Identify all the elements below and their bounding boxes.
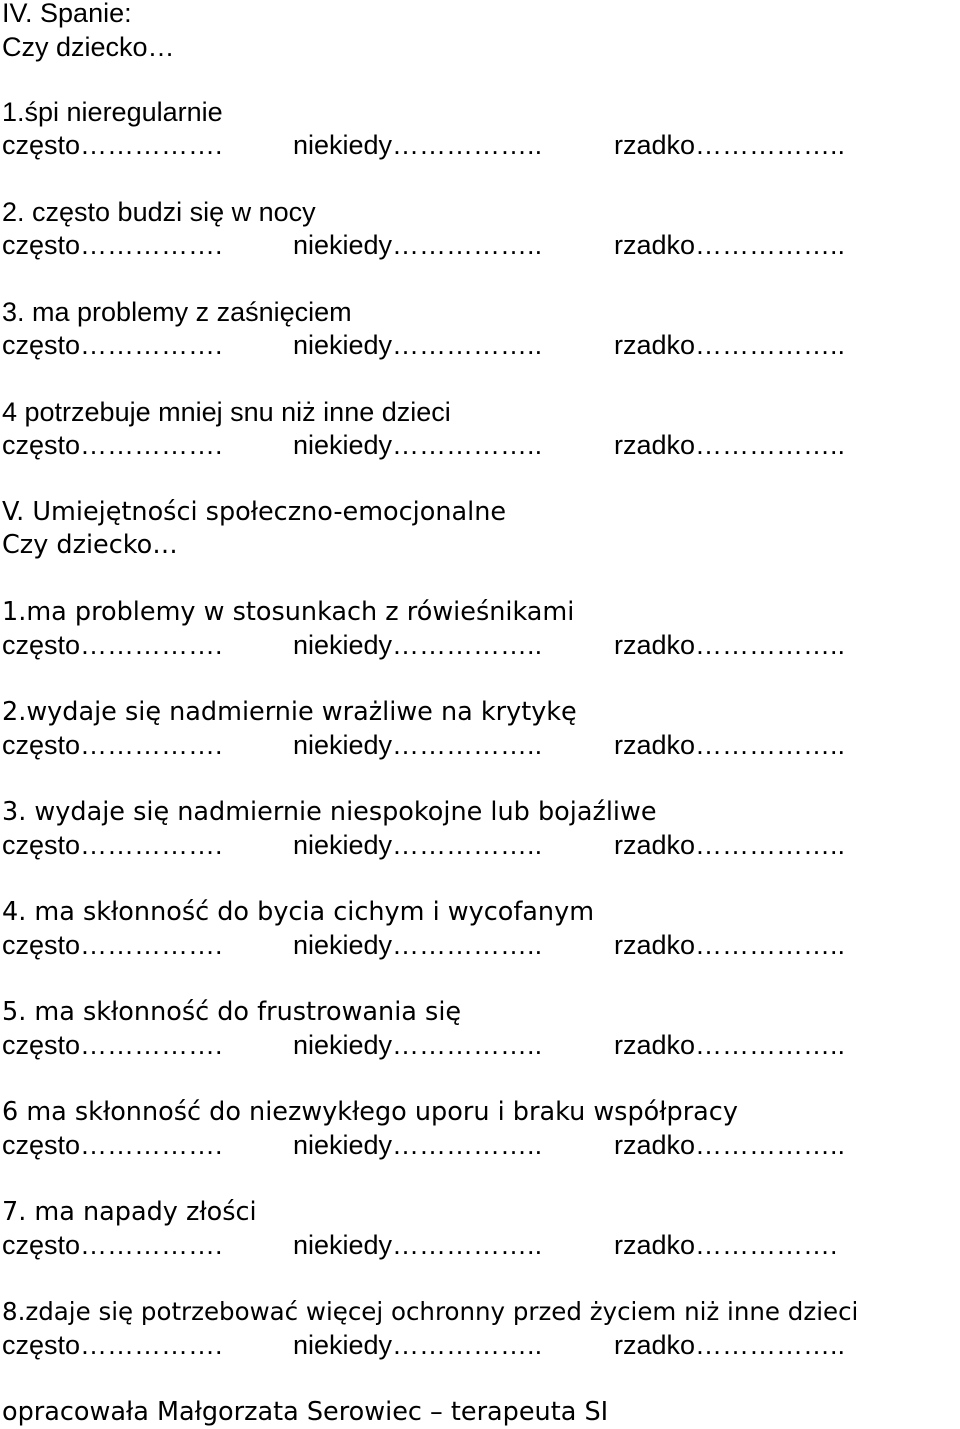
answer-often: często……………. (2, 630, 223, 660)
answer-sometimes: niekiedy…………….. (293, 130, 543, 160)
question-text: 8.zdaje się potrzebować więcej ochronny przed życiem niż inne dzieci (2, 1297, 859, 1326)
answer-row (0, 1028, 960, 1062)
answer-sometimes: niekiedy…………….. (293, 1030, 543, 1060)
answer-row (0, 1328, 960, 1362)
question-text: 7. ma napady złości (2, 1197, 257, 1227)
question-text: 5. ma skłonność do frustrowania się (2, 997, 462, 1027)
answer-often: często……………. (2, 830, 223, 860)
answer-rarely: rzadko…………….. (614, 1330, 846, 1360)
answer-often: często……………. (2, 430, 223, 460)
answer-often: często……………. (2, 1330, 223, 1360)
answer-rarely: rzadko……………. (614, 1230, 838, 1260)
answer-row (0, 628, 960, 662)
answer-often: często……………. (2, 1230, 223, 1260)
answer-rarely: rzadko…………….. (614, 130, 846, 160)
answer-sometimes: niekiedy…………….. (293, 930, 543, 960)
section-iv-prompt: Czy dziecko… (2, 32, 175, 62)
answer-rarely: rzadko…………….. (614, 930, 846, 960)
question-text: 3. wydaje się nadmiernie niespokojne lub bojaźliwe (2, 797, 657, 827)
answer-often: często……………. (2, 930, 223, 960)
answer-often: często……………. (2, 330, 223, 360)
answer-row (0, 1228, 960, 1262)
answer-sometimes: niekiedy…………….. (293, 1330, 543, 1360)
answer-row (0, 828, 960, 862)
answer-rarely: rzadko…………….. (614, 1130, 846, 1160)
answer-row (0, 128, 960, 162)
answer-sometimes: niekiedy…………….. (293, 630, 543, 660)
answer-row (0, 328, 960, 362)
answer-rarely: rzadko…………….. (614, 230, 846, 260)
answer-row (0, 1128, 960, 1162)
answer-sometimes: niekiedy…………….. (293, 330, 543, 360)
answer-often: często……………. (2, 730, 223, 760)
answer-sometimes: niekiedy…………….. (293, 730, 543, 760)
answer-often: często……………. (2, 1030, 223, 1060)
question-text: 4. ma skłonność do bycia cichym i wycofanym (2, 897, 595, 927)
answer-often: często……………. (2, 130, 223, 160)
question-text: 3. ma problemy z zaśnięciem (2, 297, 352, 327)
answer-often: często……………. (2, 230, 223, 260)
answer-rarely: rzadko…………….. (614, 330, 846, 360)
answer-row (0, 928, 960, 962)
answer-row (0, 428, 960, 462)
answer-rarely: rzadko…………….. (614, 630, 846, 660)
question-text: 2.wydaje się nadmiernie wrażliwe na krytykę (2, 697, 577, 727)
section-iv-heading: IV. Spanie: (2, 0, 132, 28)
question-text: 2. często budzi się w nocy (2, 197, 316, 227)
question-text: 1.ma problemy w stosunkach z rówieśnikami (2, 597, 575, 627)
answer-rarely: rzadko…………….. (614, 430, 846, 460)
section-v-prompt: Czy dziecko… (2, 530, 178, 560)
section-v-heading: V. Umiejętności społeczno-emocjonalne (2, 497, 507, 527)
answer-rarely: rzadko…………….. (614, 1030, 846, 1060)
question-text: 6 ma skłonność do niezwykłego uporu i braku współpracy (2, 1097, 738, 1127)
answer-rarely: rzadko…………….. (614, 830, 846, 860)
answer-row (0, 228, 960, 262)
question-text: 1.śpi nieregularnie (2, 97, 223, 127)
answer-row (0, 728, 960, 762)
answer-often: często……………. (2, 1130, 223, 1160)
question-text: 4 potrzebuje mniej snu niż inne dzieci (2, 397, 451, 427)
answer-sometimes: niekiedy…………….. (293, 230, 543, 260)
answer-sometimes: niekiedy…………….. (293, 1230, 543, 1260)
answer-sometimes: niekiedy…………….. (293, 430, 543, 460)
answer-sometimes: niekiedy…………….. (293, 830, 543, 860)
answer-rarely: rzadko…………….. (614, 730, 846, 760)
author-footer: opracowała Małgorzata Serowiec – terapeuta SI (2, 1397, 609, 1427)
answer-sometimes: niekiedy…………….. (293, 1130, 543, 1160)
